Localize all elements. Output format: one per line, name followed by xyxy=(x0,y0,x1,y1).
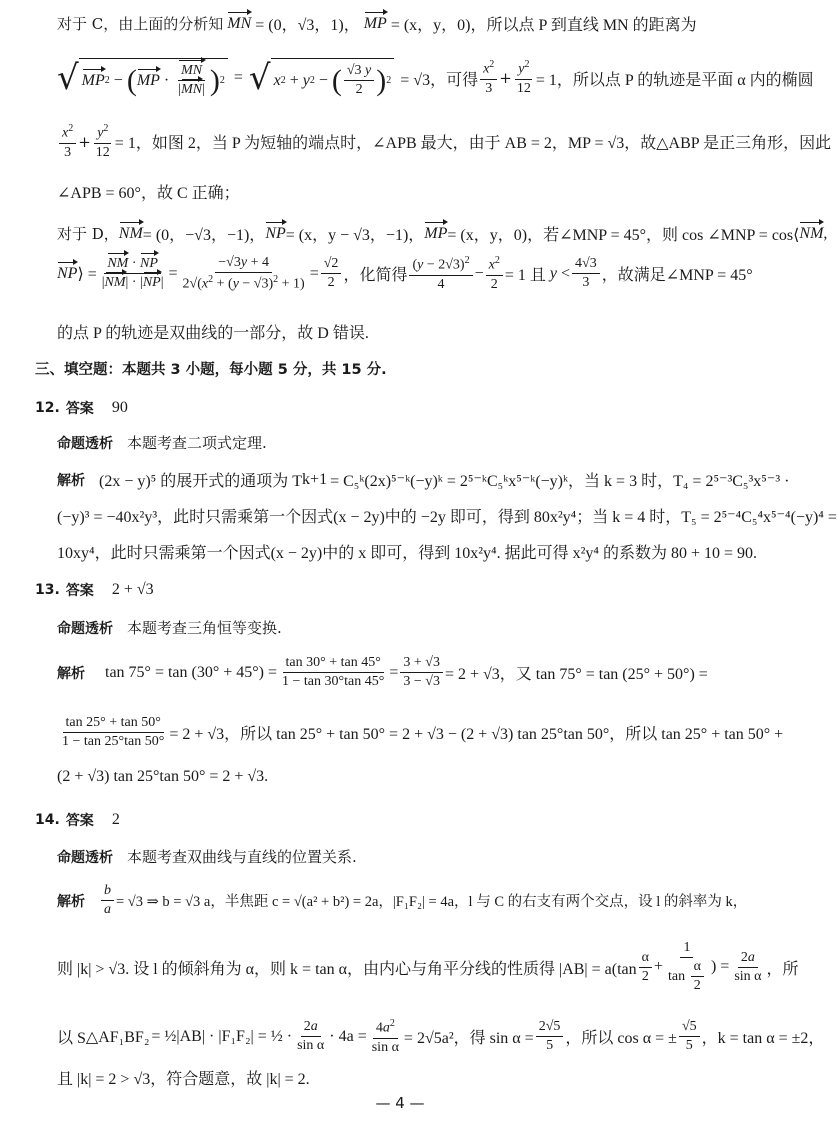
tou-label: 命题透析 xyxy=(57,435,113,452)
answer-label: 答案 xyxy=(65,583,94,599)
text: ，所以 cos α = ± xyxy=(565,1030,677,1048)
text: = √3，可得 xyxy=(400,71,479,89)
question-number: 14. xyxy=(35,812,60,828)
text: = C₅ᵏ(2x)⁵⁻ᵏ(−y)ᵏ = 2⁵⁻ᵏC₅ᵏx⁵⁻ᵏ(−y)ᵏ，当 k = 3 时，T₄ = 2⁵⁻³C₅³x⁵⁻³ · xyxy=(330,473,790,490)
text: = (x，y，0)，所以点 P 到直线 MN 的距离为 xyxy=(390,17,697,34)
q14-jie-4 xyxy=(57,1066,310,1089)
text: (2 + √3) tan 25°tan 50° = 2 + √3. xyxy=(57,768,269,785)
q13-answer xyxy=(35,580,154,600)
section-heading xyxy=(35,358,387,379)
section-title: 三、填空题：本题共 3 小题，每小题 5 分，共 15 分. xyxy=(35,362,387,378)
text: 且 |k| = 2 > √3，符合题意，故 |k| = 2. xyxy=(57,1071,310,1088)
tou-text: 本题考查三角恒等变换. xyxy=(127,619,282,637)
text: (−y)³ = −40x²y³，此时只需乘第一个因式(x − 2y)中的 −2y 即可，得到 80x²y⁴；当 k = 4 时，T₅ = 2⁵⁻⁴C₅⁴x⁵⁻⁴(−y)⁴ = xyxy=(57,509,837,526)
question-number: 12. xyxy=(35,400,60,416)
text: = (0，√3，1)， xyxy=(255,17,360,34)
text: · 4a = xyxy=(329,1027,367,1045)
vector-nm: NM xyxy=(118,224,143,242)
sqrt-sign: √ xyxy=(57,58,79,99)
text: ，故满足∠MNP = 45° xyxy=(601,267,753,285)
text: 对于 D， xyxy=(57,225,119,243)
answer-value: 2 + √3 xyxy=(111,581,154,598)
text: (2x − y)⁵ 的展开式的通项为 T xyxy=(99,473,303,490)
text: 以 S xyxy=(57,1030,86,1048)
jie-label: 解析 xyxy=(57,472,85,489)
vector-mp: MP xyxy=(363,14,387,32)
part-c-line-3: $\frac{x^2}{3}$ + $\frac{y^2}{12}$ = 1，如图 2，当 P 为短轴的端点时，∠APB 最大，由于 AB = 2，MP = √3，故△ABP 是正三角形，因此 xyxy=(57,123,831,161)
q14-tou xyxy=(57,846,357,867)
q13-jie-2: $\frac{\tan 25^\circ + \tan 50^\circ}{1 - \tan 25^\circ\tan 50^\circ}$ = 2 + √3，所以 tan 25° + tan 50° = 2 + √3 − (2 + √3) tan 25°tan 50°，所以 tan 25° + tan 50° + xyxy=(62,715,784,750)
q13-tou xyxy=(57,617,282,638)
text: = 1，所以点 P 的轨迹是平面 α 内的椭圆 xyxy=(535,71,814,89)
jie-label: 解析 xyxy=(57,665,85,682)
vector-nm: NM xyxy=(799,224,824,242)
part-c-line-4 xyxy=(57,180,240,203)
q14-answer xyxy=(35,810,120,830)
tou-text: 本题考查双曲线与直线的位置关系. xyxy=(127,848,357,866)
vector-mn: MN xyxy=(227,14,252,32)
tou-label: 命题透析 xyxy=(57,849,113,866)
answer-label: 答案 xyxy=(65,401,94,417)
text: 对于 C，由上面的分析知 xyxy=(57,15,224,33)
distance-radicand-2: x 2 + y 2 − ( $\frac{√3 y}{2}$ ) 2 xyxy=(271,58,395,98)
vector-mp: MP xyxy=(424,224,448,242)
part-d-line-2: NP ⟩ = $\frac{NM \cdot NP}{|NM| \cdot |NP|}$ = $\frac{-√3y + 4}{2√(x^2 + (y - √3)^2 + 1)}$ = $\frac{√2}{2}$ ，化简得 $\frac{(y - 2√3)^2}{4}$ − $\frac{x^2}{2}$ = 1 且 y < $\frac{4√3}{3}$ ，故满足∠MNP = 45° xyxy=(57,255,753,292)
answer-label: 答案 xyxy=(65,813,94,829)
text: = 2 + √3，又 tan 75° = tan (25° + 50°) = xyxy=(444,666,708,684)
equals: = xyxy=(233,69,243,87)
vector-np: NP xyxy=(57,264,78,282)
text: = (x，y，0)，若∠MNP = 45°，则 cos ∠MNP = cos⟨ xyxy=(447,227,800,244)
page-number: — 4 — xyxy=(375,1094,425,1112)
q14-jie-3: 以 S △AF₁BF₂ = ½|AB| · |F₁F₂| = ½ · $\frac{2a}{\text{sin α}}$ · 4a = $\frac{4a^2}{\text{sin α}}$ = 2√5a²，得 sin α = $\frac{2√5}{5}$ ，所以 cos α = ± $\frac{√5}{5}$ ，k = tan α = ±2， xyxy=(57,1018,825,1055)
q12-tou xyxy=(57,432,267,453)
text: = (x，y − √3，−1)， xyxy=(285,227,425,244)
part-d-line-1: 对于 D， NM = (0，−√3，−1)， NP = (x，y − √3，−1)， MP = (x，y，0)，若∠MNP = 45°，则 cos ∠MNP = cos⟨ NM , xyxy=(57,222,827,245)
part-d-line-3 xyxy=(57,320,369,343)
text: ，k = tan α = ±2， xyxy=(701,1030,825,1048)
text: tan 75° = tan (30° + 45°) = xyxy=(105,663,278,681)
text: 则 |k| > √3. 设 l 的倾斜角为 α，则 k = tan α，由内心与角平分线的性质得 |AB| = a(tan xyxy=(57,960,637,978)
part-c-line-1 xyxy=(57,12,697,35)
text: ∠APB = 60°，故 C 正确； xyxy=(57,185,240,202)
text: = 1，如图 2，当 P 为短轴的端点时，∠APB 最大，由于 AB = 2，MP = √3，故△ABP 是正三角形，因此 xyxy=(114,135,832,153)
part-c-line-2: √ MP 2 − ( MP · $\frac{MN}{|MN|}$ ) 2 = √ x 2 + y 2 − ( $\frac{√3 y}{2}$ ) 2 = √3，可得 $\frac{x^2}{3}$ + $\frac{y^2}{12}$ = 1，所以点 P 的轨迹是平面 α 内的椭圆 xyxy=(57,58,814,99)
text: = (0，−√3，−1)， xyxy=(142,227,266,244)
tou-text: 本题考查二项式定理. xyxy=(127,434,267,452)
jie-label: 解析 xyxy=(57,893,85,910)
text: 10xy⁴，此时只需乘第一个因式(x − 2y)中的 x 即可，得到 10x²y⁴. 据此可得 x²y⁴ 的系数为 80 + 10 = 90. xyxy=(57,545,758,562)
answer-value: 90 xyxy=(111,399,128,416)
text: ，所 xyxy=(766,960,799,978)
q13-jie-1: 解析 tan 75° = tan (30° + 45°) = $\frac{\tan 30^\circ + \tan 45^\circ}{1 - \tan 30^\circ\tan 45^\circ}$ = $\frac{3 + √3}{3 - √3}$ = 2 + √3，又 tan 75° = tan (25° + 50°) = xyxy=(57,655,708,690)
q13-jie-3 xyxy=(57,768,268,786)
q12-jie-3 xyxy=(57,540,757,563)
sqrt-sign: √ xyxy=(248,58,271,99)
text: = ½|AB| · |F₁F₂| = ½ · xyxy=(151,1027,293,1045)
distance-radicand: MP 2 − ( MP · $\frac{MN}{|MN|}$ ) 2 xyxy=(79,58,228,98)
q12-jie-2 xyxy=(57,504,837,527)
q14-jie-1: 解析 $\frac{b}{a}$ = √3 ⇒ b = √3 a，半焦距 c = √(a² + b²) = 2a，|F₁F₂| = 4a，l 与 C 的右支有两个交点，设 l 的斜率为 k， xyxy=(57,883,748,918)
question-number: 13. xyxy=(35,582,60,598)
answer-value: 2 xyxy=(111,811,120,828)
q12-jie-1: 解析 (2x − y)⁵ 的展开式的通项为 T k+1 = C₅ᵏ(2x)⁵⁻ᵏ(−y)ᵏ = 2⁵⁻ᵏC₅ᵏx⁵⁻ᵏ(−y)ᵏ，当 k = 3 时，T₄ = 2⁵⁻³C₅³x⁵⁻³ · xyxy=(57,468,789,491)
text: = 2√5a²，得 sin α = xyxy=(403,1030,534,1048)
text: = √3 ⇒ b = √3 a，半焦距 c = √(a² + b²) = 2a，|F₁F₂| = 4a，l 与 C 的右支有两个交点，设 l 的斜率为 k， xyxy=(116,894,748,911)
text: = 2 + √3，所以 tan 25° + tan 50° = 2 + √3 − (2 + √3) tan 25°tan 50°，所以 tan 25° + tan 50° + xyxy=(169,726,784,744)
text: = 1 且 xyxy=(504,267,546,285)
vector-np: NP xyxy=(265,224,286,242)
q14-jie-2: 则 |k| > √3. 设 l 的倾斜角为 α，则 k = tan α，由内心与角平分线的性质得 |AB| = a(tan $\frac{\alpha}{2}$ + 1 tan $\frac{\alpha}{2}$ ) = $\frac{2a}{\text{sin α}}$ ，所 xyxy=(57,940,799,994)
text: ，化简得 xyxy=(343,267,408,285)
text: 的点 P 的轨迹是双曲线的一部分，故 D 错误. xyxy=(57,325,369,342)
tou-label: 命题透析 xyxy=(57,620,113,637)
q12-answer xyxy=(35,398,128,418)
